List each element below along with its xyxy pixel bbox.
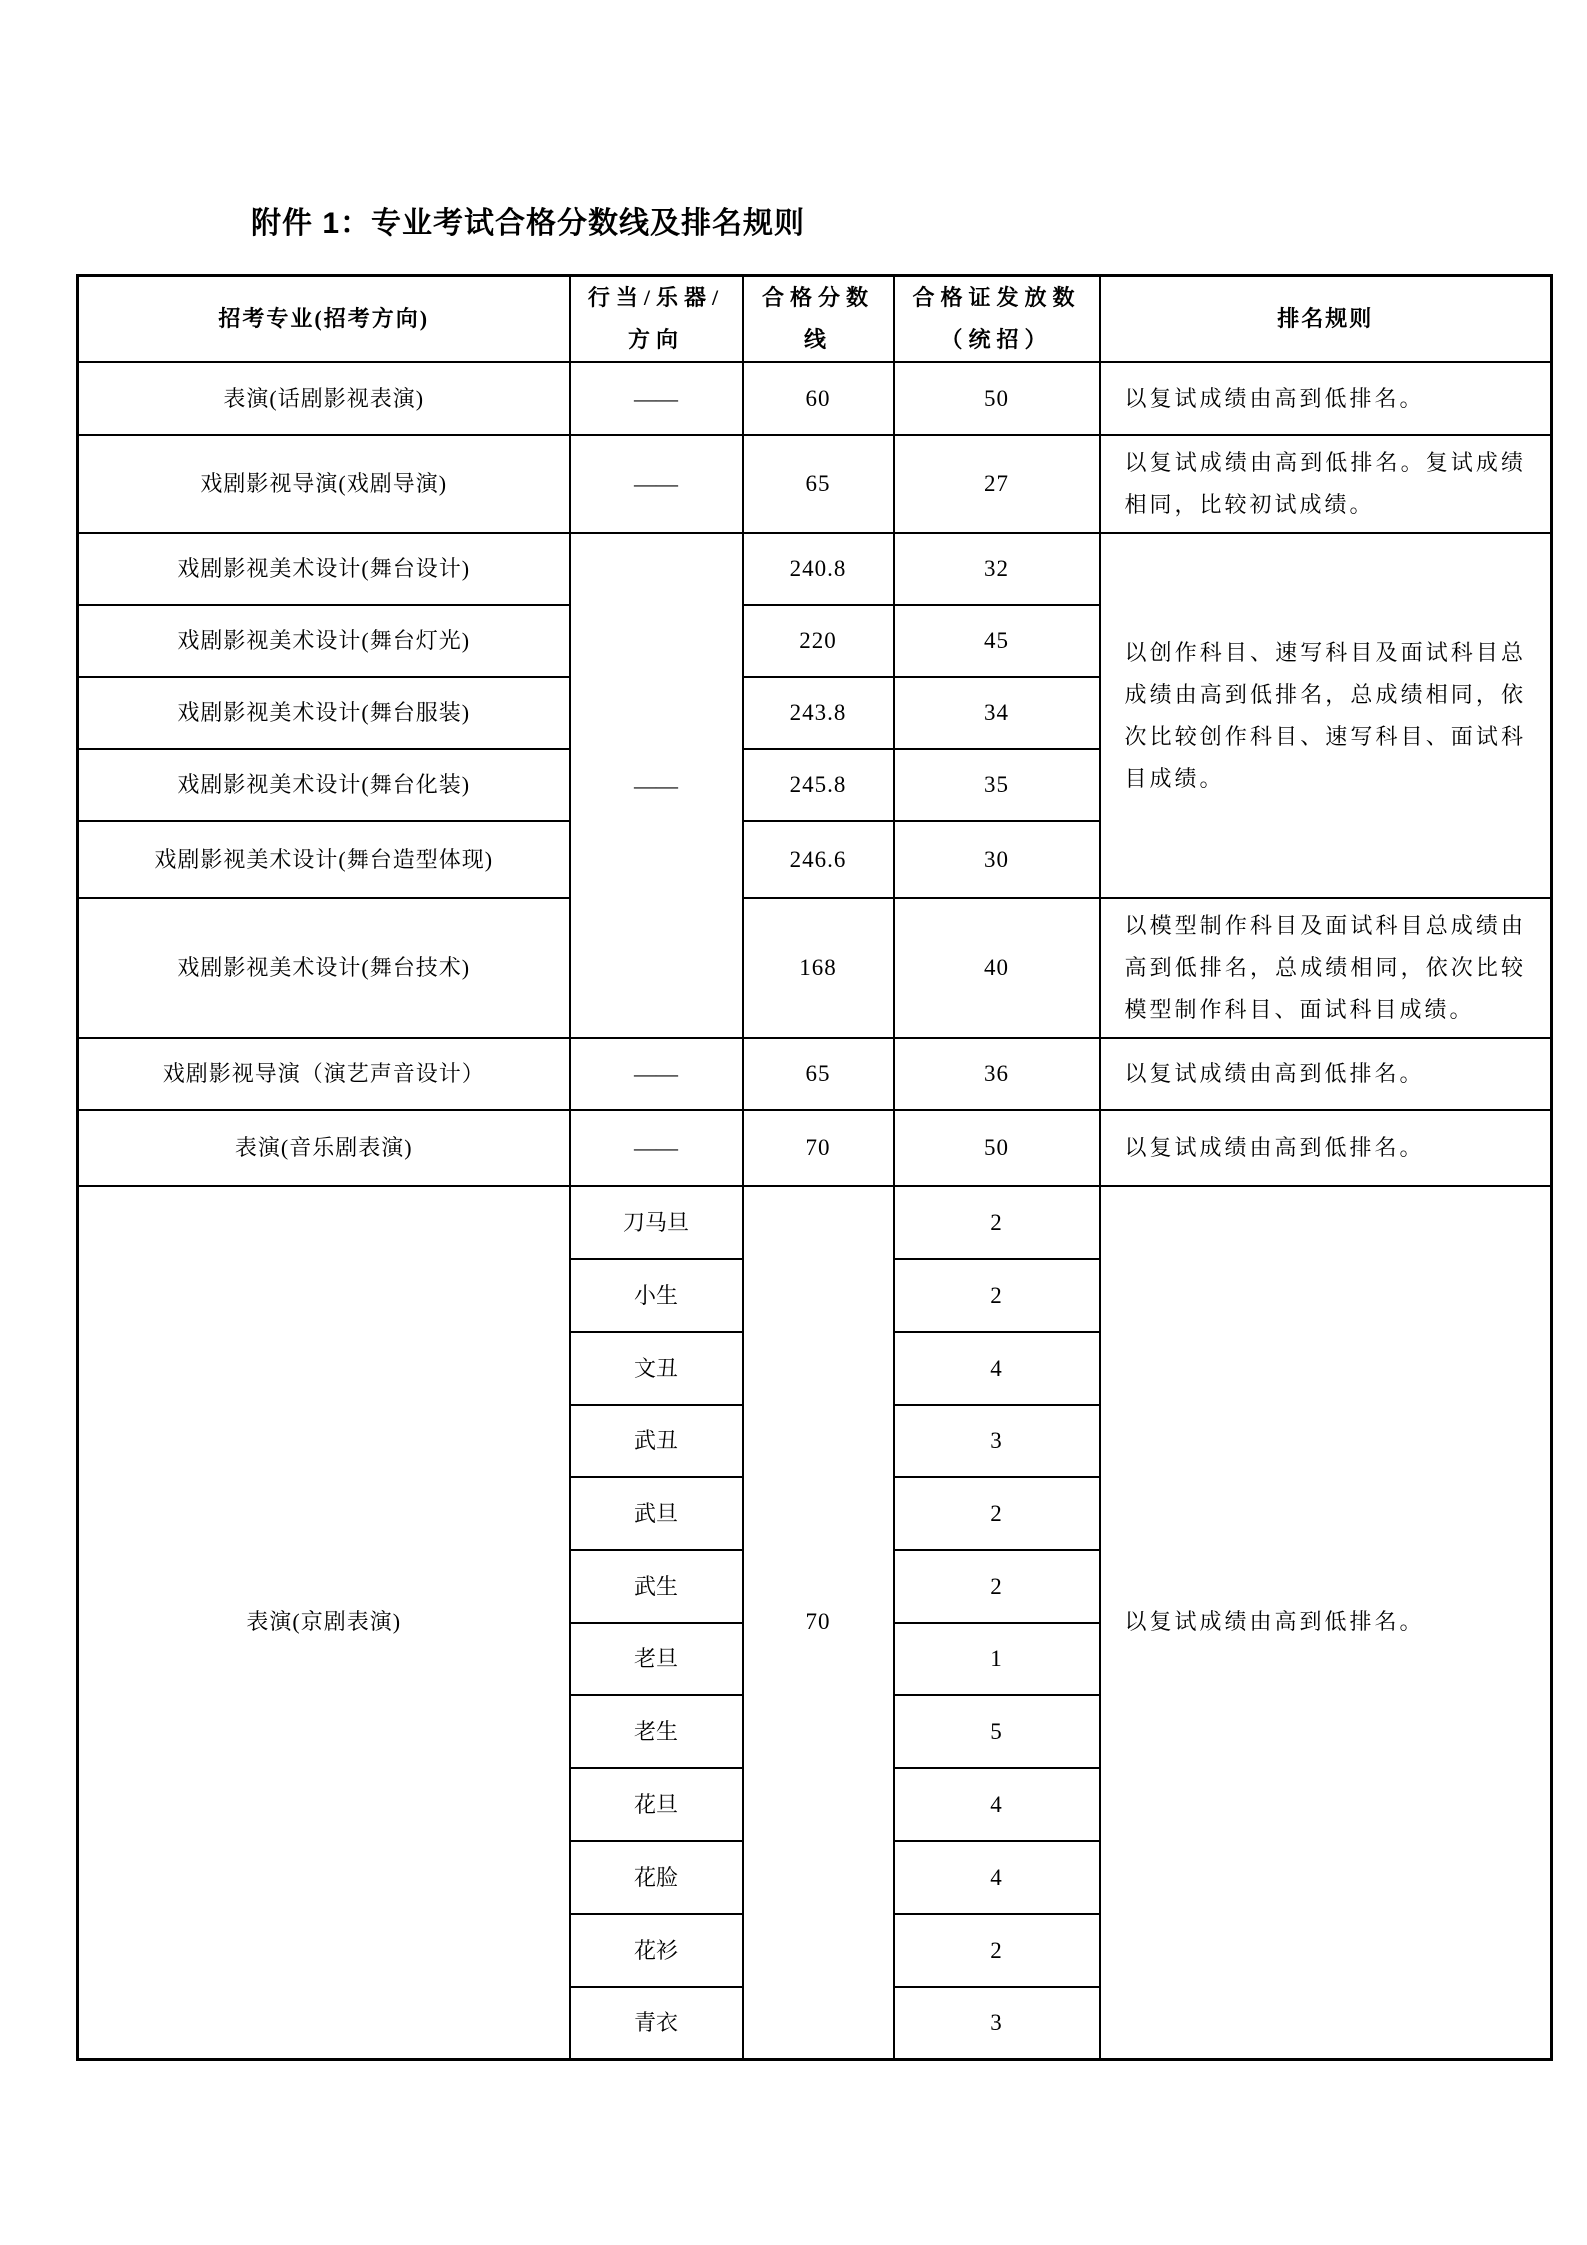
rule-cell-merged: 以创作科目、速写科目及面试科目总成绩由高到低排名，总成绩相同，依次比较创作科目、速写科目、面试科目成绩。 xyxy=(1100,533,1552,898)
major-cell: 戏剧影视美术设计(舞台化装) xyxy=(78,749,570,821)
role-cell-merged: —— xyxy=(570,533,743,1038)
header-rule: 排名规则 xyxy=(1100,276,1552,363)
count-cell: 4 xyxy=(894,1332,1100,1405)
score-cell: 65 xyxy=(743,1038,894,1110)
score-cell: 168 xyxy=(743,898,894,1038)
count-cell: 4 xyxy=(894,1841,1100,1914)
count-cell: 2 xyxy=(894,1259,1100,1332)
role-cell: 青衣 xyxy=(570,1987,743,2059)
count-cell: 2 xyxy=(894,1914,1100,1987)
count-cell: 5 xyxy=(894,1695,1100,1768)
role-cell: 花衫 xyxy=(570,1914,743,1987)
role-cell: 老旦 xyxy=(570,1623,743,1695)
count-cell: 3 xyxy=(894,1987,1100,2059)
role-cell: 花脸 xyxy=(570,1841,743,1914)
table-row xyxy=(78,1038,1552,1110)
score-cell: 60 xyxy=(743,362,894,435)
role-cell: 小生 xyxy=(570,1259,743,1332)
table-row xyxy=(78,1186,1552,1259)
role-cell: —— xyxy=(570,1110,743,1186)
count-cell: 1 xyxy=(894,1623,1100,1695)
count-cell: 45 xyxy=(894,605,1100,677)
role-cell: —— xyxy=(570,435,743,533)
count-cell: 40 xyxy=(894,898,1100,1038)
rule-cell: 以复试成绩由高到低排名。 xyxy=(1100,1110,1552,1186)
score-cell: 65 xyxy=(743,435,894,533)
score-cell: 243.8 xyxy=(743,677,894,749)
count-cell: 50 xyxy=(894,1110,1100,1186)
count-cell: 2 xyxy=(894,1550,1100,1623)
count-cell: 35 xyxy=(894,749,1100,821)
score-cell: 70 xyxy=(743,1110,894,1186)
major-cell: 戏剧影视美术设计(舞台服装) xyxy=(78,677,570,749)
rule-cell: 以模型制作科目及面试科目总成绩由高到低排名，总成绩相同，依次比较模型制作科目、面试科目成绩。 xyxy=(1100,898,1552,1038)
role-cell: 老生 xyxy=(570,1695,743,1768)
count-cell: 50 xyxy=(894,362,1100,435)
major-cell: 戏剧影视美术设计(舞台灯光) xyxy=(78,605,570,677)
role-cell: —— xyxy=(570,362,743,435)
rule-cell: 以复试成绩由高到低排名。 xyxy=(1100,362,1552,435)
page-title: 附件 1：专业考试合格分数线及排名规则 xyxy=(251,207,806,240)
major-cell: 戏剧影视导演(戏剧导演) xyxy=(78,435,570,533)
rule-cell: 以复试成绩由高到低排名。复试成绩相同，比较初试成绩。 xyxy=(1100,435,1552,533)
rule-cell-merged: 以复试成绩由高到低排名。 xyxy=(1100,1186,1552,2059)
role-cell: 文丑 xyxy=(570,1332,743,1405)
table-header-row xyxy=(78,276,1552,363)
count-cell: 2 xyxy=(894,1186,1100,1259)
table-row xyxy=(78,435,1552,533)
count-cell: 32 xyxy=(894,533,1100,605)
major-cell: 戏剧影视美术设计(舞台设计) xyxy=(78,533,570,605)
major-cell: 戏剧影视导演（演艺声音设计） xyxy=(78,1038,570,1110)
header-major: 招考专业(招考方向) xyxy=(78,276,570,363)
count-cell: 34 xyxy=(894,677,1100,749)
score-table xyxy=(76,274,1553,2061)
table-row xyxy=(78,533,1552,605)
count-cell: 2 xyxy=(894,1477,1100,1550)
role-cell: 武丑 xyxy=(570,1405,743,1477)
table-row xyxy=(78,898,1552,1038)
major-cell: 戏剧影视美术设计(舞台技术) xyxy=(78,898,570,1038)
role-cell: —— xyxy=(570,1038,743,1110)
header-role: 行当/乐器/ 方向 xyxy=(570,276,743,363)
score-cell: 245.8 xyxy=(743,749,894,821)
score-cell: 220 xyxy=(743,605,894,677)
rule-cell: 以复试成绩由高到低排名。 xyxy=(1100,1038,1552,1110)
major-cell: 表演(话剧影视表演) xyxy=(78,362,570,435)
count-cell: 30 xyxy=(894,821,1100,898)
role-cell: 武生 xyxy=(570,1550,743,1623)
count-cell: 27 xyxy=(894,435,1100,533)
count-cell: 4 xyxy=(894,1768,1100,1841)
role-cell: 花旦 xyxy=(570,1768,743,1841)
score-cell-merged: 70 xyxy=(743,1186,894,2059)
score-cell: 246.6 xyxy=(743,821,894,898)
count-cell: 3 xyxy=(894,1405,1100,1477)
header-count: 合格证发放数 （统招） xyxy=(894,276,1100,363)
role-cell: 刀马旦 xyxy=(570,1186,743,1259)
major-cell-merged: 表演(京剧表演) xyxy=(78,1186,570,2059)
header-score: 合格分数 线 xyxy=(743,276,894,363)
table-row xyxy=(78,362,1552,435)
role-cell: 武旦 xyxy=(570,1477,743,1550)
table-row xyxy=(78,1110,1552,1186)
major-cell: 表演(音乐剧表演) xyxy=(78,1110,570,1186)
count-cell: 36 xyxy=(894,1038,1100,1110)
score-cell: 240.8 xyxy=(743,533,894,605)
major-cell: 戏剧影视美术设计(舞台造型体现) xyxy=(78,821,570,898)
